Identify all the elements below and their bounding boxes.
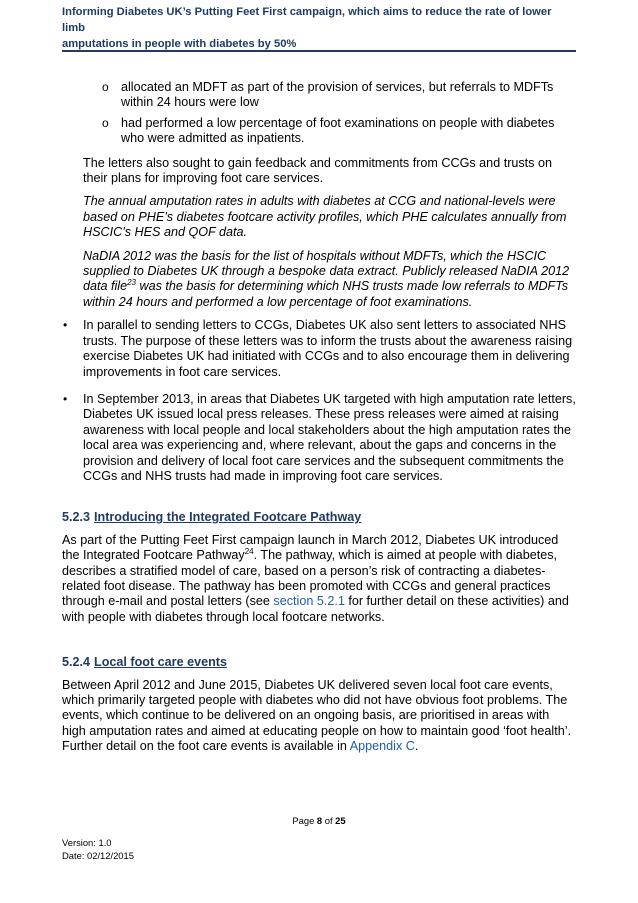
current-page: 8 xyxy=(316,815,323,826)
version-label: Version: 1.0 xyxy=(62,837,112,848)
paragraph-letters: The letters also sought to gain feedback and commitments from CCGs and trusts on their plans for improving foot care services. xyxy=(83,155,552,186)
sub-list-text: had performed a low percentage of foot examinations on people with diabetes who were admitted as inpatients. xyxy=(121,115,555,146)
paragraph-nadia xyxy=(62,249,576,311)
total-pages: 25 xyxy=(335,815,346,826)
header-line-2: amputations in people with diabetes by 50% xyxy=(62,38,297,50)
of-word: of xyxy=(324,815,333,826)
page-word: Page xyxy=(292,815,315,826)
bullet-icon: • xyxy=(63,391,68,406)
sub-list-item xyxy=(62,80,576,111)
link-section-5-2-1[interactable]: section 5.2.1 xyxy=(273,594,345,609)
bullet-item xyxy=(62,318,576,380)
section-text: As part of the Putting Feet First campaign launch in March 2012, Diabetes UK introduced the Integrated Footcare Pathway xyxy=(62,532,559,563)
footnote-ref-24[interactable]: 24 xyxy=(244,546,254,556)
page-body xyxy=(62,80,576,755)
bullet-text: In parallel to sending letters to CCGs, Diabetes UK also sent letters to associated NHS trusts. The purpose of these letters was to inform the trusts about the awareness raising exercise Diabetes UK had initiated with CCGs and to also encourage them in delivering improvements in foot care services. xyxy=(83,318,573,379)
hollow-bullet-icon: o xyxy=(102,115,109,130)
section-5-2-4-text xyxy=(62,678,576,755)
section-number: 5.2.4 xyxy=(62,655,91,670)
sub-list-text: allocated an MDFT as part of the provision of services, but referrals to MDFTs within 24 hours were low xyxy=(121,80,554,110)
running-header xyxy=(62,4,576,52)
section-heading-5-2-3 xyxy=(62,510,576,525)
section-number: 5.2.3 xyxy=(62,510,91,525)
date-label: Date: 02/12/2015 xyxy=(62,849,134,861)
section-text: for further detail on these activities) and with people with diabetes through local footcare networks. xyxy=(62,594,569,624)
section-title: Local foot care events xyxy=(94,655,227,670)
nadia-text-2: was the basis for determining which NHS trusts made low referrals to MDFTs within 24 hours and performed a low percentage of foot examinations. xyxy=(83,279,569,309)
link-appendix-c[interactable]: Appendix C xyxy=(349,739,415,754)
section-5-2-3-text xyxy=(62,533,576,625)
header-line-1: Informing Diabetes UK’s Putting Feet First campaign, which aims to reduce the rate of lower limb xyxy=(62,6,552,34)
bullet-icon: • xyxy=(63,318,68,333)
header-divider xyxy=(62,50,576,52)
sub-list-item xyxy=(62,116,576,147)
footer-meta xyxy=(62,837,134,862)
nadia-text-1: NaDIA 2012 was the basis for the list of hospitals without MDFTs, which the HSCIC supplied to Diabetes UK through a bespoke data extract. Publicly released NaDIA 2012 data file xyxy=(83,248,570,294)
section-text: Between April 2012 and June 2015, Diabetes UK delivered seven local foot care events, which primarily targeted people with diabetes who did not have obvious foot problems. The events, which continue to be delivered on an ongoing basis, are prioritised in areas with high amputation rates and aimed at educating people on how to maintain good ‘foot health’. Further detail on the foot care events is available in xyxy=(62,677,572,754)
bullet-text: In September 2013, in areas that Diabetes UK targeted with high amputation rate letters, Diabetes UK issued local press releases. These press releases were aimed at raising awareness with local people and local stakeholders about the high amputation rates the local area was experiencing and, where relevant, about the gaps and concerns in the provision and delivery of local foot care services and the subsequent commitments the CCGs and NHS trusts had made in improving foot care services. xyxy=(83,391,576,483)
section-title: Introducing the Integrated Footcare Pathway xyxy=(94,510,362,525)
paragraph-annual-rates: The annual amputation rates in adults with diabetes at CCG and national-levels were based on PHE’s diabetes footcare activity profiles, which PHE calculates annually from HSCIC’s HES and QOF data. xyxy=(83,194,567,240)
hollow-bullet-icon: o xyxy=(102,80,109,94)
page-number xyxy=(0,815,638,826)
section-text: . The pathway, which is aimed at people with diabetes, describes a stratified model of care, based on a person’s risk of contracting a diabetes-related foot disease. The pathway has been promoted with CCGs and general practices through e-mail and postal letters (see xyxy=(62,548,557,609)
section-heading-5-2-4 xyxy=(62,655,576,670)
bullet-item xyxy=(62,392,576,484)
footnote-ref-23[interactable]: 23 xyxy=(127,278,137,288)
section-text: . xyxy=(414,739,419,754)
